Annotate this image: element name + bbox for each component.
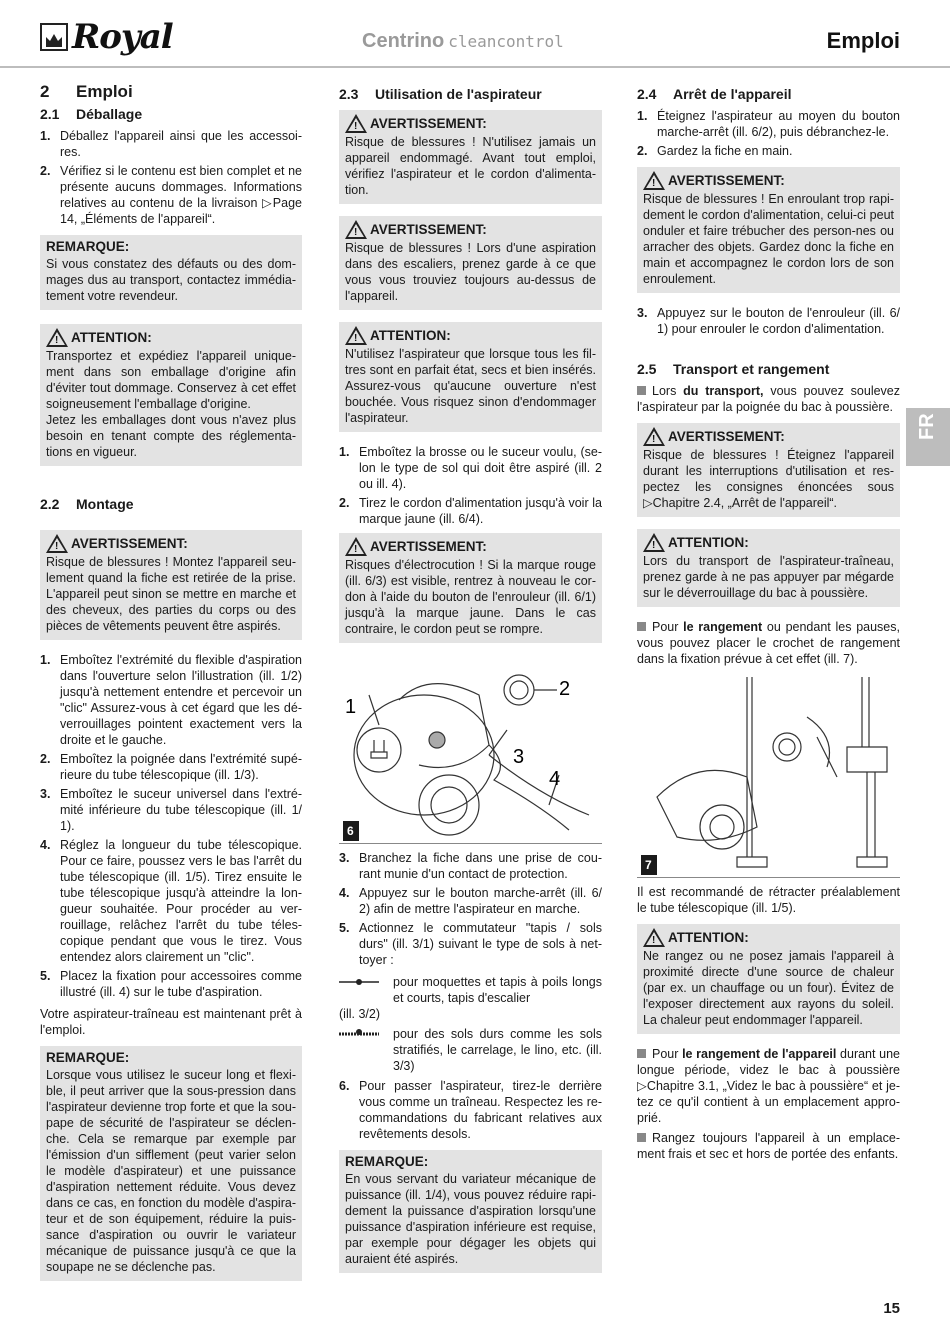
column-3 bbox=[637, 84, 900, 1166]
bullet-square-icon bbox=[637, 1049, 646, 1058]
bullet-square-icon bbox=[637, 1133, 646, 1142]
attention-box: ! ATTENTION: Transportez et expédiez l'appareil unique-ment dans son emballage d'origine afin d'éviter tout dommage. Conservez à cet effet soigneusement l'emballage d'origine. Jetez les emballages dont vous n'avez plus besoin en tenant compte des réglementa-tions en vigueur. bbox=[40, 324, 302, 466]
transport-text: Lors du transport, vous pouvez soulevez l'aspirateur par la poignée du bac à poussière. bbox=[637, 384, 900, 414]
list-item: 1. Emboîtez l'extrémité du flexible d'aspiration dans l'ouverture selon l'illustration (ill. 1/2) jusqu'à nettement entendre et percevoir un "clic" Assurez-vous à cet égard que les dé-verrouillages pointent exactement vers la droite et le gauche. bbox=[40, 653, 302, 747]
shutdown-steps-a bbox=[637, 108, 900, 159]
list-item: 2. Tirez le cordon d'alimentation jusqu'à voir la marque jaune (ill. 6/4). bbox=[339, 496, 602, 526]
warning-box: ! AVERTISSEMENT: Risque de blessures ! Montez l'appareil seu-lement quand la fiche est retirée de la prise. L'appareil peut sinon se mettre en marche et des cheveux, des parties du corps ou des pièces de vêtements peuvent être aspirés. bbox=[40, 530, 302, 640]
hard-floor-icon bbox=[339, 1026, 393, 1074]
warning-icon: ! bbox=[643, 928, 665, 947]
warning-icon: ! bbox=[643, 171, 665, 190]
warning-icon: ! bbox=[345, 114, 367, 133]
list-item: 1. Éteignez l'aspirateur au moyen du bouton marche-arrêt (ill. 6/2), puis débranchez-le. bbox=[637, 109, 900, 139]
figure-7 bbox=[637, 677, 900, 878]
attention-box: ! ATTENTION: N'utilisez l'aspirateur que lorsque tous les fil-tres sont en parfait état, secs et bien insérés. Assurez-vous qu'aucune ouverture n'est bouchée. Vous risquez sinon d'endommager l'aspirateur. bbox=[339, 322, 602, 432]
storage-text: Pour le rangement ou pendant les pauses, vous pouvez placer le crochet de rangement dans la fixation prévue à cet effet (ill. 7). bbox=[637, 620, 900, 666]
list-item: 3. Appuyez sur le bouton de l'enrouleur (ill. 6/ 1) pour enrouler le cordon d'alimentation. bbox=[637, 306, 900, 336]
callout-1: 1 bbox=[345, 696, 357, 718]
column-2 bbox=[339, 84, 602, 1285]
page-number: 15 bbox=[883, 1300, 900, 1317]
note-box: REMARQUE: Si vous constatez des défauts ou des dom-mages dus au transport, contactez immédia-tement votre revendeur. bbox=[40, 235, 302, 310]
bullet-square-icon bbox=[637, 386, 646, 395]
list-item: 1. Déballez l'appareil ainsi que les accessoi-res. bbox=[40, 129, 302, 159]
list-item: 4. Réglez la longueur du tube télescopique. Pour ce faire, poussez vers le bas l'arrêt du tube télescopique (ill. 1/5). Tirez ensuite le tube télescopique jusqu'à atteindre la lon-gueur souhaitée. Pour procéder au ver-rouillage, relâchez l'arrêt du tube téles-copique pendant que vous le tirez. Vous entendez alors clairement un "clic". bbox=[40, 838, 302, 964]
warning-icon: ! bbox=[643, 533, 665, 552]
callout-3: 3 bbox=[513, 746, 525, 768]
warning-icon: ! bbox=[46, 534, 68, 553]
figure-number: 6 bbox=[343, 821, 359, 841]
page-title: Emploi bbox=[826, 28, 900, 53]
list-item: 3. Branchez la fiche dans une prise de cou-rant munie d'un contact de protection. bbox=[339, 851, 602, 881]
callout-2: 2 bbox=[559, 678, 571, 700]
list-item: 2. Vérifiez si le contenu est bien complet et ne présente aucuns dommages. Informations relatives au contenu de la livraison ▷Page 14, „Éléments de l'appareil“. bbox=[40, 164, 302, 226]
product-name: Centrino cleancontrol bbox=[362, 30, 564, 52]
section-heading-2-5: 2.5 Transport et rangement bbox=[637, 361, 830, 377]
page-header bbox=[0, 0, 950, 68]
usage-steps-a bbox=[339, 444, 602, 527]
callout-4: 4 bbox=[549, 768, 561, 790]
floor-option-carpet-ref: (ill. 3/2) bbox=[339, 1007, 380, 1021]
warning-icon: ! bbox=[345, 537, 367, 556]
list-item: 4. Appuyez sur le bouton marche-arrêt (ill. 6/ 2) afin de mettre l'aspirateur en marche. bbox=[339, 886, 602, 916]
bullet-square-icon bbox=[637, 622, 646, 631]
shutdown-steps-b bbox=[637, 305, 900, 337]
figure-number: 7 bbox=[641, 855, 657, 875]
warning-box: ! AVERTISSEMENT: Risque de blessures ! N'utilisez jamais un appareil endommagé. Avant tout emploi, vérifiez l'aspirateur et le cordon d'alimenta-tion. bbox=[339, 110, 602, 204]
warning-box: ! AVERTISSEMENT: Risque de blessures ! Lors d'une aspiration dans des escaliers, prenez garde à ce que vous vous trouviez toujours au-dessus de l'appareil. bbox=[339, 216, 602, 310]
carpet-icon bbox=[339, 974, 393, 1006]
brand-logo bbox=[40, 17, 173, 57]
list-item: 5. Actionnez le commutateur "tapis / sols durs" (ill. 3/1) suivant le type de sols à net-toyer : bbox=[339, 921, 602, 967]
retract-text: Il est recommandé de rétracter préalablement le tube télescopique (ill. 1/5). bbox=[637, 885, 900, 915]
warning-icon: ! bbox=[46, 328, 68, 347]
assembly-steps bbox=[40, 652, 302, 1000]
floor-option-hard: pour des sols durs comme les sols stratifiés, le carrelage, le lino, etc. (ill. 3/3) bbox=[339, 1026, 602, 1074]
vacuum-storage-illustration bbox=[637, 677, 900, 877]
list-item: 6. Pour passer l'aspirateur, tirez-le derrière vous comme un traîneau. Respectez les re-commandations du fabricant relatives aux revêtements desols. bbox=[339, 1079, 602, 1141]
crown-icon bbox=[40, 23, 68, 51]
list-item: 2. Emboîtez la poignée dans l'extrémité supé-rieure du tube télescopique (ill. 1/3). bbox=[40, 752, 302, 782]
warning-box: ! AVERTISSEMENT: Risques d'électrocution ! Si la marque rouge (ill. 6/3) est visible, rentrez à nouveau le cor-don à l'aide du bouton de l'enrouleur (ill. 6/1) jusqu'à la marque jaune. Dans le cas contraire, le cordon peut se rompre. bbox=[339, 533, 602, 643]
warning-icon: ! bbox=[345, 326, 367, 345]
ready-text: Votre aspirateur-traîneau est maintenant prêt à l'emploi. bbox=[40, 1007, 302, 1037]
warning-icon: ! bbox=[345, 220, 367, 239]
warning-box: ! AVERTISSEMENT: Risque de blessures ! En enroulant trop rapi-dement le cordon d'alimentation, celui-ci peut onduler et faire trébucher des person-nes ou arracher des objets. Gardez donc la fiche en main et accompagnez le cordon lors de son enroulement. bbox=[637, 167, 900, 293]
unpacking-steps bbox=[40, 128, 302, 227]
note-box: REMARQUE: En vous servant du variateur mécanique de puissance (ill. 1/4), vous pouvez réduire rapi-dement la puissance d'aspiration lorsqu'une puissance d'aspiration inférieure est requise, par exemple pour dégager les objets qui auraient été aspirés. bbox=[339, 1150, 602, 1273]
usage-steps-b bbox=[339, 850, 602, 968]
section-heading-2-3: 2.3 Utilisation de l'aspirateur bbox=[339, 86, 542, 102]
list-item: 2. Gardez la fiche en main. bbox=[637, 144, 793, 158]
section-heading-2-4: 2.4 Arrêt de l'appareil bbox=[637, 86, 792, 102]
long-storage-text: Pour le rangement de l'appareil durant une longue période, videz le bac à poussière ▷Chapitre 3.1, „Videz le bac à poussière“ et je-tez ce qu'il contient à un emplacement appro-prié. bbox=[637, 1047, 900, 1125]
language-tab: FR bbox=[906, 408, 950, 466]
vacuum-cord-illustration bbox=[339, 655, 602, 843]
attention-box: ! ATTENTION: Ne rangez ou ne posez jamais l'appareil à proximité directe d'une source de chaleur (par ex. un chauffage ou un four). Évitez de l'exposer directement aux rayons du soleil. La chaleur peut endommager l'appareil. bbox=[637, 924, 900, 1034]
list-item: 5. Placez la fixation pour accessoires comme illustré (ill. 4) sur le tube d'aspiration. bbox=[40, 969, 302, 999]
figure-6 bbox=[339, 655, 602, 844]
warning-icon: ! bbox=[643, 427, 665, 446]
brand-name: Royal bbox=[72, 17, 173, 57]
usage-steps-c bbox=[339, 1078, 602, 1142]
warning-box: ! AVERTISSEMENT: Risque de blessures ! Éteignez l'appareil durant les interruptions d'utilisation et res-pectez les consignes énoncées sous ▷Chapitre 2.4, „Arrêt de l'appareil“. bbox=[637, 423, 900, 517]
floor-option-carpet: pour moquettes et tapis à poils longs et courts, tapis d'escalier bbox=[339, 974, 602, 1006]
section-heading-2-2: 2.2 Montage bbox=[40, 496, 134, 512]
section-heading-2-1: 2.1 Déballage bbox=[40, 106, 143, 122]
list-item: 3. Emboîtez le suceur universel dans l'extré-mité inférieure du tube télescopique (ill. 1/ 1). bbox=[40, 787, 302, 833]
chapter-heading: 2 Emploi bbox=[40, 82, 133, 101]
attention-box: ! ATTENTION: Lors du transport de l'aspirateur-traîneau, prenez garde à ne pas appuyer par mégarde sur le déverrouillage du bac à poussière. bbox=[637, 529, 900, 607]
dry-storage-text: Rangez toujours l'appareil à un emplace-ment frais et sec et hors de portée des enfants. bbox=[637, 1131, 900, 1161]
note-box: REMARQUE: Lorsque vous utilisez le suceur long et flexi-ble, il peut arriver que la sous-pression dans l'aspirateur devienne trop forte et que la sou-pape de sécurité de l'aspirateur se déclen-che. Cela se remarque par exemple par l'émission d'un sifflement (peut varier selon le modèle d'aspirateur) et une puissance d'aspiration nettement réduite. Vous devez dans ce cas, en fonction du modèle d'aspira-teur et de son équipement, réduire la puis-sance d'aspiration ou ouvrir le variateur mécanique de puissance jusqu'à ce que la soupape ne se déclenche pas. bbox=[40, 1046, 302, 1281]
column-1 bbox=[40, 84, 302, 1293]
header-divider bbox=[0, 66, 950, 68]
list-item: 1. Emboîtez la brosse ou le suceur voulu, (se-lon le type de sol qui doit être aspiré (ill. 2 ou ill. 4). bbox=[339, 445, 602, 491]
